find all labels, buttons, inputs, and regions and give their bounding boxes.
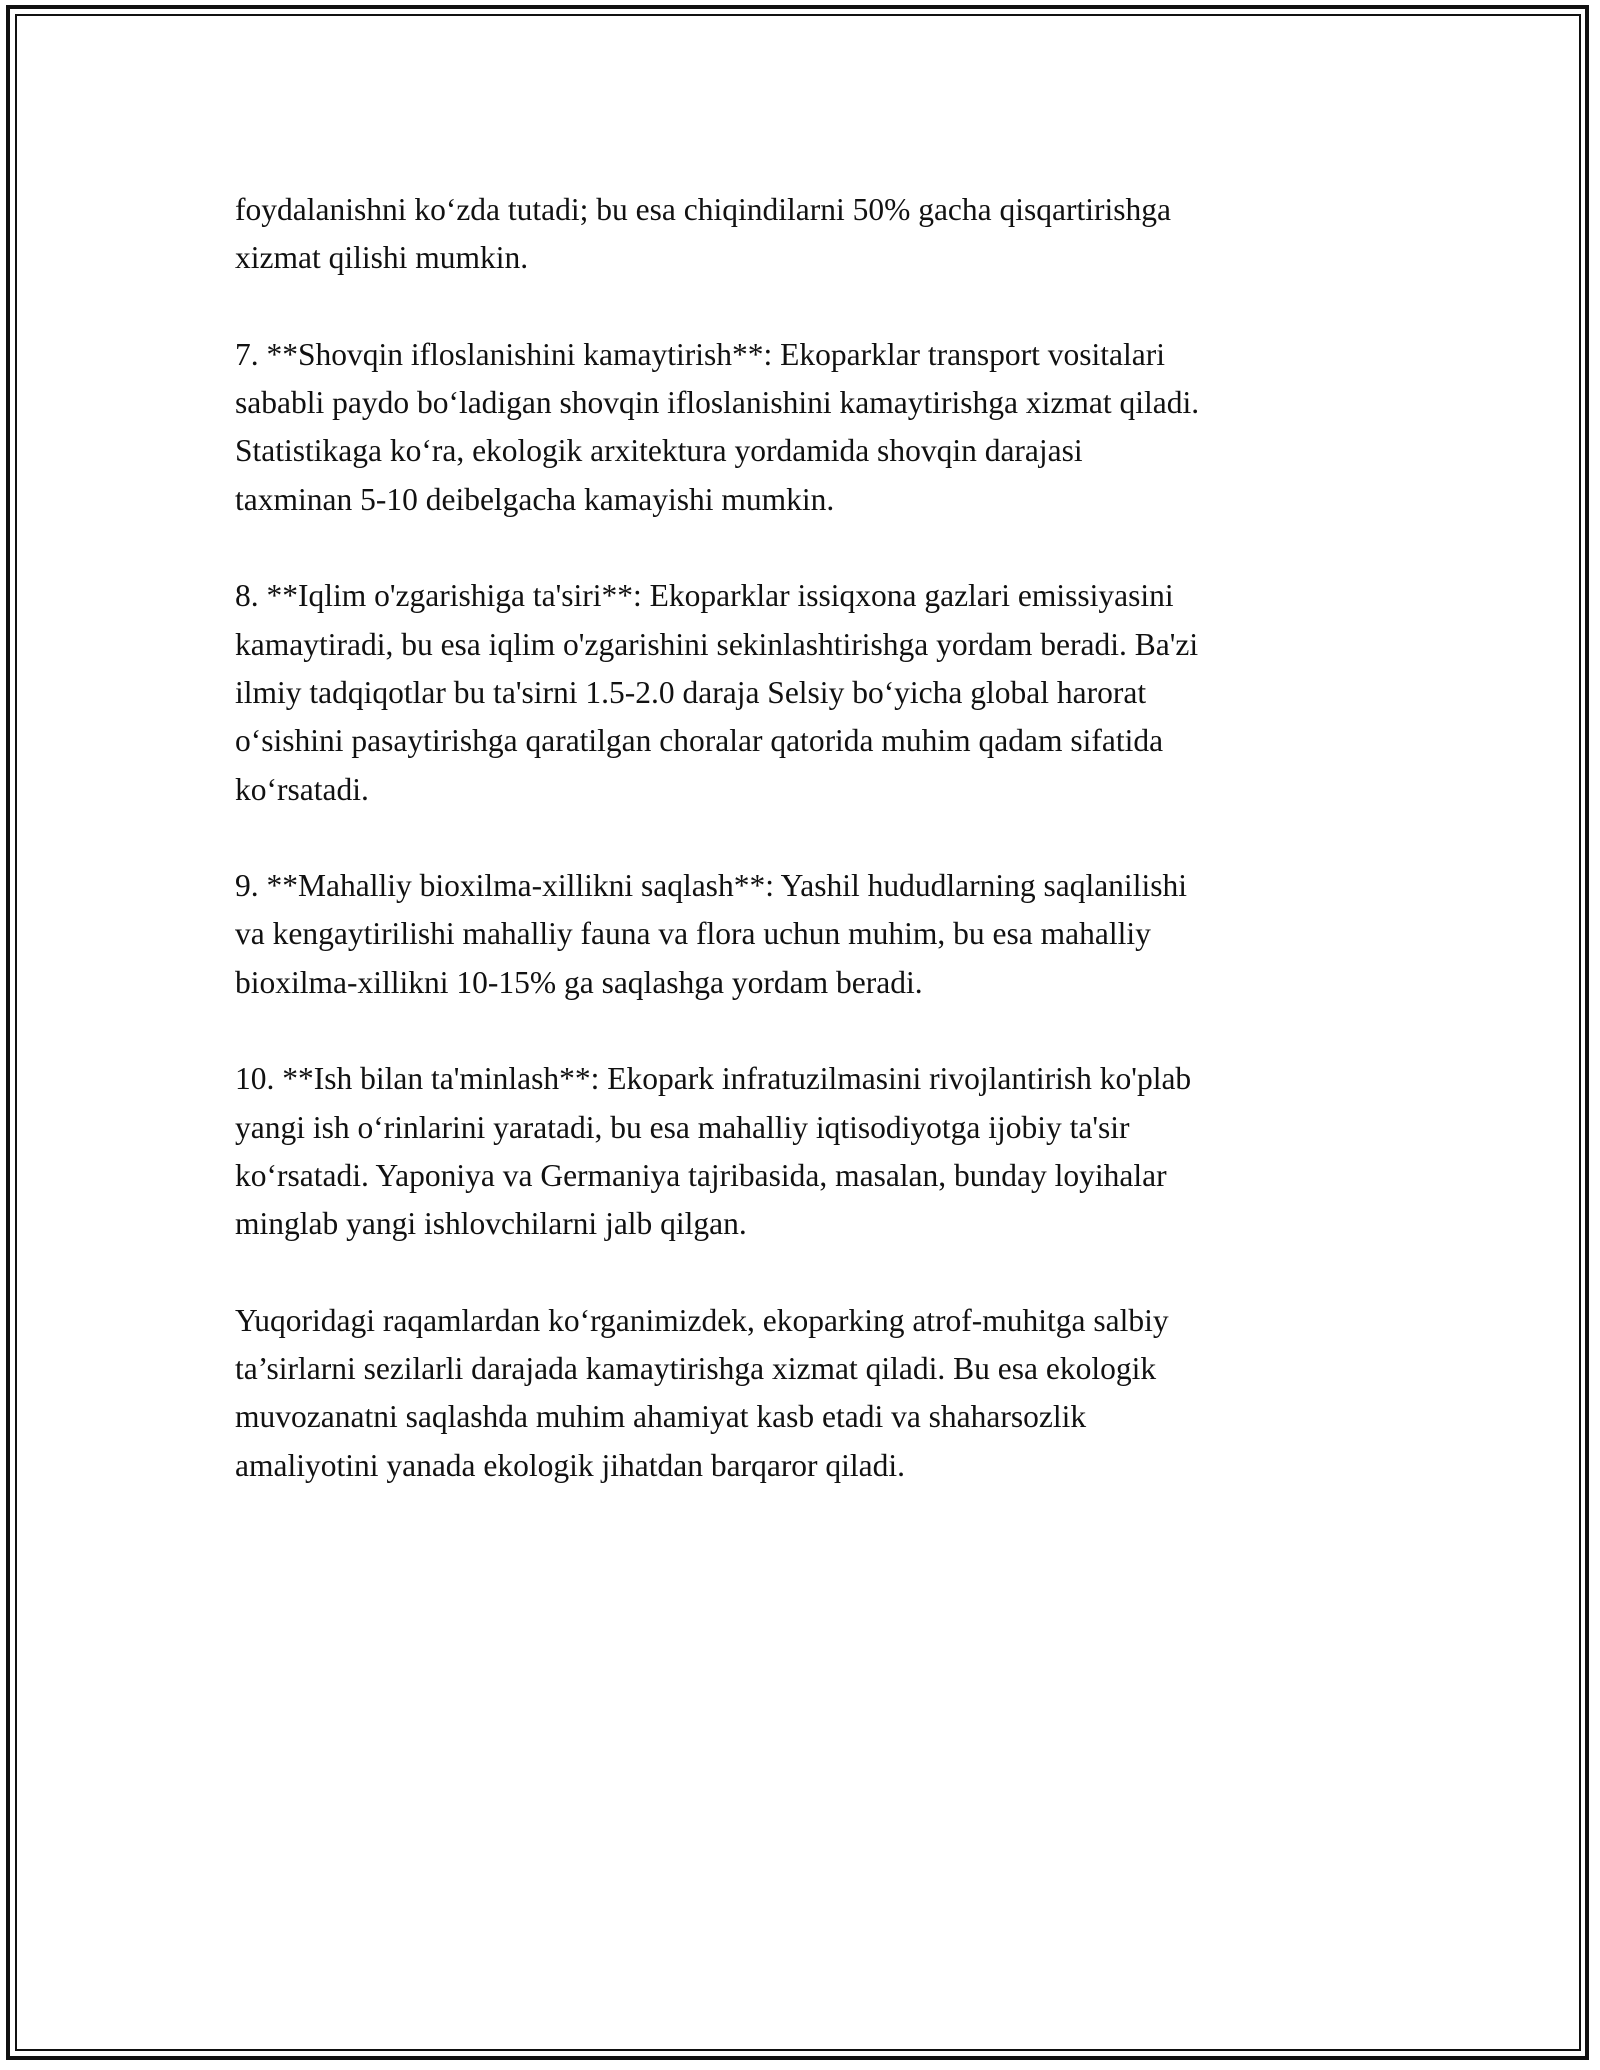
paragraph-conclusion: Yuqoridagi raqamlardan ko‘rganimizdek, ekoparking atrof-muhitga salbiy ta’sirlarni sezilarli darajada kamaytirishga xizmat qiladi. Bu esa ekologik muvozanatni saqlashda muhim ahamiyat kasb etadi va shaharsozlik amaliyotini yanada ekologik jihatdan barqaror qiladi. [235,1302,1169,1483]
document-body [235,186,1365,1490]
paragraph-item-8: 8. **Iqlim o'zgarishiga ta'siri**: Ekoparklar issiqxona gazlari emissiyasini kamaytiradi, bu esa iqlim o'zgarishini sekinlashtirishga yordam beradi. Ba'zi ilmiy tadqiqotlar bu ta'sirni 1.5-2.0 daraja Selsiy bo‘yicha global harorat o‘sishini pasaytirishga qaratilgan choralar qatorida muhim qadam sifatida ko‘rsatadi. [235,578,1199,807]
paragraph-item-7: 7. **Shovqin ifloslanishini kamaytirish**: Ekoparklar transport vositalari sababli paydo bo‘ladigan shovqin ifloslanishini kamaytirishga xizmat qiladi. Statistikaga ko‘ra, ekologik arxitektura yordamida shovqin darajasi taxminan 5-10 deibelgacha kamayishi mumkin. [235,336,1200,517]
paragraph-item-9: 9. **Mahalliy bioxilma-xillikni saqlash**: Yashil hududlarning saqlanilishi va kengaytirilishi mahalliy fauna va flora uchun muhim, bu esa mahalliy bioxilma-xillikni 10-15% ga saqlashga yordam beradi. [235,868,1187,1000]
paragraph-continuation: foydalanishni ko‘zda tutadi; bu esa chiqindilarni 50% gacha qisqartirishga xizmat qilishi mumkin. [235,192,1171,276]
paragraph-item-10: 10. **Ish bilan ta'minlash**: Ekopark infratuzilmasini rivojlantirish ko'plab yangi ish o‘rinlarini yaratadi, bu esa mahalliy iqtisodiyotga ijobiy ta'sir ko‘rsatadi. Yaponiya va Germaniya tajribasida, masalan, bunday loyihalar minglab yangi ishlovchilarni jalb qilgan. [235,1061,1192,1242]
